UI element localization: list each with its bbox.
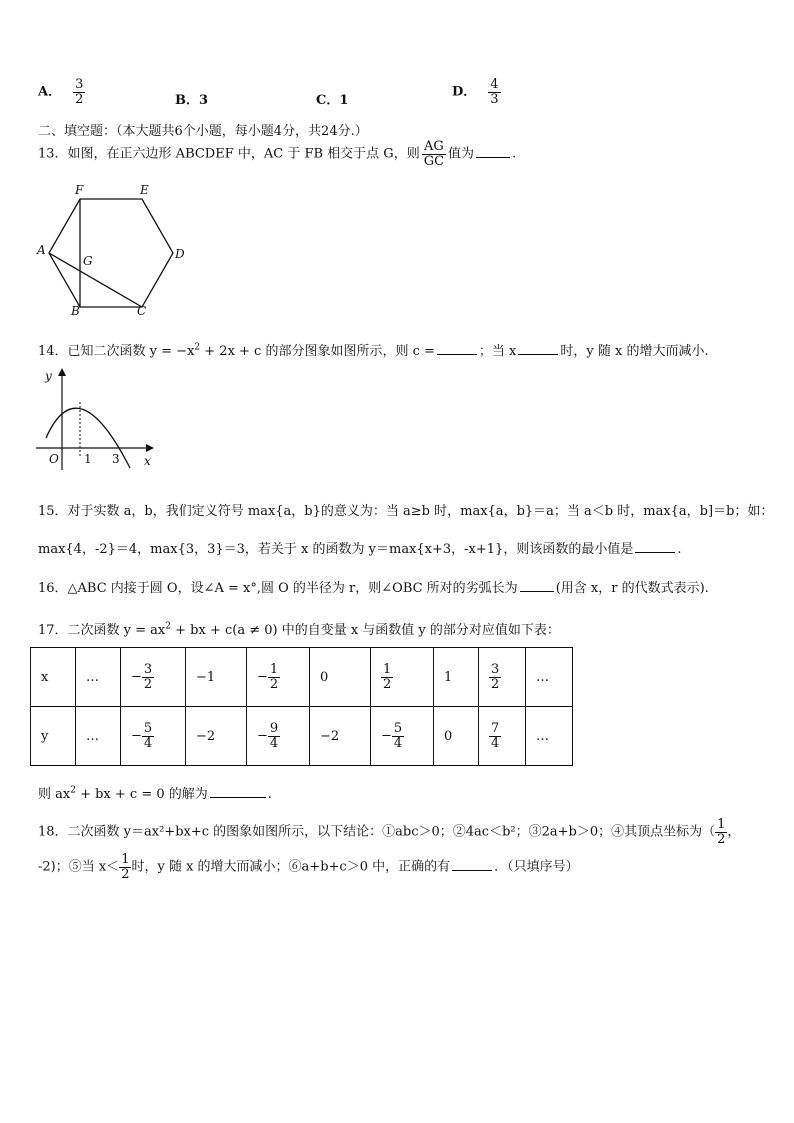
y-label: y [45,369,52,383]
table-cell [479,707,526,766]
table-cell: 0 [434,707,479,766]
question-17-answer: 则 $ax^2$ + bx + c = 0 的解为 . [38,785,272,802]
table-cell [247,648,310,707]
y-arrow-icon [58,368,66,376]
table-cell [371,648,434,707]
table-cell: x [31,648,76,707]
vertex-fraction: $\frac{1}{2}$ [717,817,726,847]
table-cell: −2 [186,707,247,766]
hexagon-shape [49,199,173,307]
value-table [30,647,573,766]
cell-fraction: $\frac{1}{2}$ [269,661,279,692]
x-arrow-icon [146,444,154,452]
question-15-line1: 15．对于实数 a，b，我们定义符号 max{a，b}的意义为：当 a≥b 时，max{a，b}＝a；当 a＜b 时，max{a，b]＝b；如： [38,504,774,519]
tick-3: 3 [112,452,120,466]
answer-blank-13[interactable] [476,145,510,158]
table-cell [479,648,526,707]
fraction-sign: − [131,669,142,685]
table-cell [121,707,186,766]
label-b: B [71,304,80,318]
cell-fraction: $\frac{3}{2}$ [143,661,153,692]
table-cell: 0 [310,648,371,707]
table-cell: … [76,648,121,707]
tick-1: 1 [84,452,92,466]
table-cell: … [526,707,573,766]
table-cell: y [31,707,76,766]
section-title: 二、填空题：（本大题共6个小题，每小题4分，共24分.） [38,124,368,139]
answer-blank-18[interactable] [452,858,492,871]
option-d: D． $\frac{4}{3}$ [452,77,499,107]
cell-fraction: $\frac{1}{2}$ [383,661,392,692]
option-a-fraction: $\frac{3}{2}$ [75,77,84,107]
table-cell: … [526,648,573,707]
cell-fraction: $\frac{3}{2}$ [491,661,500,692]
table-cell [247,707,310,766]
x-half-fraction: $\frac{1}{2}$ [121,852,130,882]
label-d: D [175,247,185,261]
cell-fraction: $\frac{9}{4}$ [269,720,279,751]
parabola-figure [32,364,162,474]
cell-fraction: $\frac{5}{4}$ [393,720,403,751]
origin-label: O [49,452,59,466]
answer-blank-14a[interactable] [437,342,477,355]
cell-fraction: $\frac{5}{4}$ [143,720,153,751]
fraction-sign: − [257,669,268,685]
question-18-line1: 18．二次函数 y＝ax²+bx+c 的图象如图所示，以下结论：①abc＞0；②4ac＜b²；③2a+b＞0；④其顶点坐标为（ $\frac{1}{2}$ ， [38,817,741,847]
ag-gc-fraction: $\frac{AG}{GC}$ [423,139,445,169]
table-cell: −2 [310,707,371,766]
fraction-sign: − [131,728,142,744]
hexagon-figure [30,180,200,320]
option-d-fraction: $\frac{4}{3}$ [490,77,499,107]
label-a: A [37,243,46,257]
table-row-y [31,707,573,766]
question-16: 16．△ABC 内接于圆 O，设∠A = x°,圆 O 的半径为 r，则∠OBC 所对的劣弧长为 (用含 x，r 的代数式表示). [38,581,709,596]
label-c: C [137,304,147,318]
table-cell [121,648,186,707]
label-g: G [83,254,93,268]
cell-fraction: $\frac{7}{4}$ [491,720,500,751]
segment-ac [49,253,142,307]
answer-blank-17[interactable] [210,785,266,798]
table-cell: 1 [434,648,479,707]
option-c: C．1 [316,93,349,108]
question-13: 13．如图，在正六边形 ABCDEF 中，AC 于 FB 相交于点 G，则 $\frac{AG}{GC}$ 值为 . [38,139,517,169]
question-15-line2: max{4，-2}＝4，max{3，3}＝3，若关于 x 的函数为 y＝max{x+3，-x+1}，则该函数的最小值是 . [38,542,682,557]
question-14: 14．已知二次函数 $y = -x^2 + 2x + c$ 的部分图象如图所示，则 c = ；当 x 时，y 随 x 的增大而减小. [38,342,709,359]
option-a: A． $\frac{3}{2}$ [38,77,84,107]
x-label: x [144,454,151,468]
fraction-sign: − [381,728,392,744]
answer-blank-14b[interactable] [518,342,558,355]
label-f: F [75,183,84,197]
table-row-x [31,648,573,707]
option-b: B．3 [175,93,209,108]
label-e: E [140,183,149,197]
fraction-sign: − [257,728,268,744]
answer-blank-16[interactable] [520,579,554,592]
table-cell [371,707,434,766]
answer-blank-15[interactable] [635,540,675,553]
table-cell: … [76,707,121,766]
question-17: 17．二次函数 $y = ax^2$ + bx + c(a ≠ 0) 中的自变量 x 与函数值 y 的部分对应值如下表： [38,621,560,638]
question-18-line2: -2)；⑤当 x＜ $\frac{1}{2}$ 时，y 随 x 的增大而减小；⑥a+b+c＞0 中，正确的有 ．（只填序号） [38,852,579,882]
table-cell: −1 [186,648,247,707]
